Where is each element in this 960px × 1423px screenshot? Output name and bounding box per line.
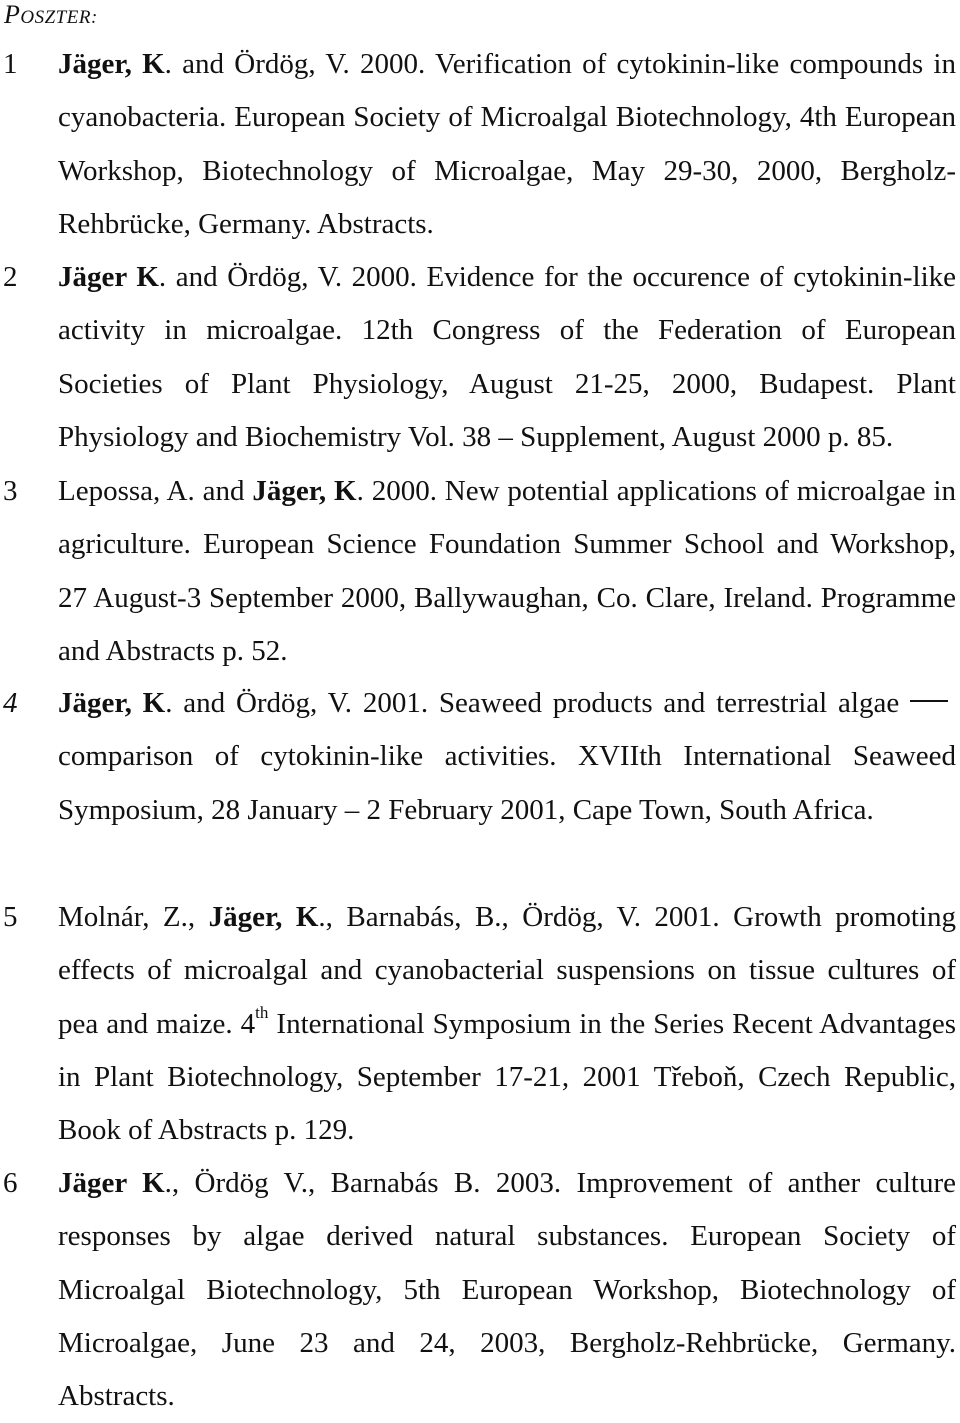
reference-segment: . and Ördög, V. 2000. Verification of cytokinin-like compounds in cyanobacteria. European Society of Microalgal Biotechnology, 4th European Workshop, Biotechnology of Microalgae, May 29-30, 2000, Bergholz-Rehbrücke, Germany. Abstracts. — [58, 48, 956, 240]
author-highlight: Jäger, K — [252, 475, 357, 507]
reference-text — [58, 677, 956, 837]
section-title-initial: P — [4, 0, 21, 29]
reference-segment: Molnár, Z., — [58, 901, 209, 933]
author-highlight: Jäger K — [58, 1167, 165, 1199]
reference-text — [58, 891, 956, 1157]
reference-number: 2 — [3, 261, 18, 293]
reference-segment: comparison of cytokinin-like activities. XVIIth International Seaweed Symposium, 28 January – 2 February 2001, Cape Town, South Africa. — [58, 740, 956, 826]
section-title — [4, 2, 98, 31]
reference-text — [58, 38, 956, 251]
author-highlight: Jäger, K — [58, 687, 166, 719]
reference-number: 5 — [3, 901, 18, 933]
reference-number: 6 — [3, 1167, 18, 1199]
reference-segment: Lepossa, A. and — [58, 475, 253, 507]
reference-segment: International Symposium in the Series Recent Advantages in Plant Biotechnology, September 17-21, 2001 Třeboň, Czech Republic, Book of Abstracts p. 129. — [58, 1007, 956, 1147]
reference-number: 3 — [3, 475, 18, 507]
reference-segment: ., Ördög V., Barnabás B. 2003. Improvement of anther culture responses by algae derived natural substances. European Society of Microalgal Biotechnology, 5th European Workshop, Biotechnology of Microalgae, June 23 and 24, 2003, Bergholz-Rehbrücke, Germany. Abstracts. — [58, 1167, 956, 1413]
reference-number: 4 — [3, 687, 18, 719]
section-title-rest: OSZTER: — [20, 7, 98, 28]
reference-segment: ., Barnabás, B., Ördög, V. 2001. Growth promoting effects of microalgal and cyanobacterial suspensions on tissue cultures of pea and maize. 4 — [58, 901, 957, 1040]
reference-segment: . and Ördög, V. 2000. Evidence for the occurence of cytokinin-like activity in microalgae. 12th Congress of the Federation of European Societies of Plant Physiology, August 21-25, 2000, Budapest. Plant Physiology and Biochemistry Vol. 38 – Supplement, August 2000 p. 85. — [58, 261, 956, 453]
author-highlight: Jäger K — [58, 261, 159, 293]
author-highlight: Jäger, K — [58, 48, 165, 80]
reference-text — [58, 251, 956, 464]
reference-number: 1 — [3, 48, 18, 80]
reference-text — [58, 1157, 956, 1423]
superscript: th — [255, 1002, 269, 1022]
em-dash-rule — [910, 700, 948, 702]
author-highlight: Jäger, K — [208, 901, 319, 933]
reference-segment: . 2000. New potential applications of microalgae in agriculture. European Science Foundation Summer School and Workshop, 27 August-3 September 2000, Ballywaughan, Co. Clare, Ireland. Programme and Abstracts p. 52. — [58, 475, 956, 667]
reference-text — [58, 465, 956, 678]
reference-segment: . and Ördög, V. 2001. Seaweed products and terrestrial algae — [165, 687, 900, 719]
